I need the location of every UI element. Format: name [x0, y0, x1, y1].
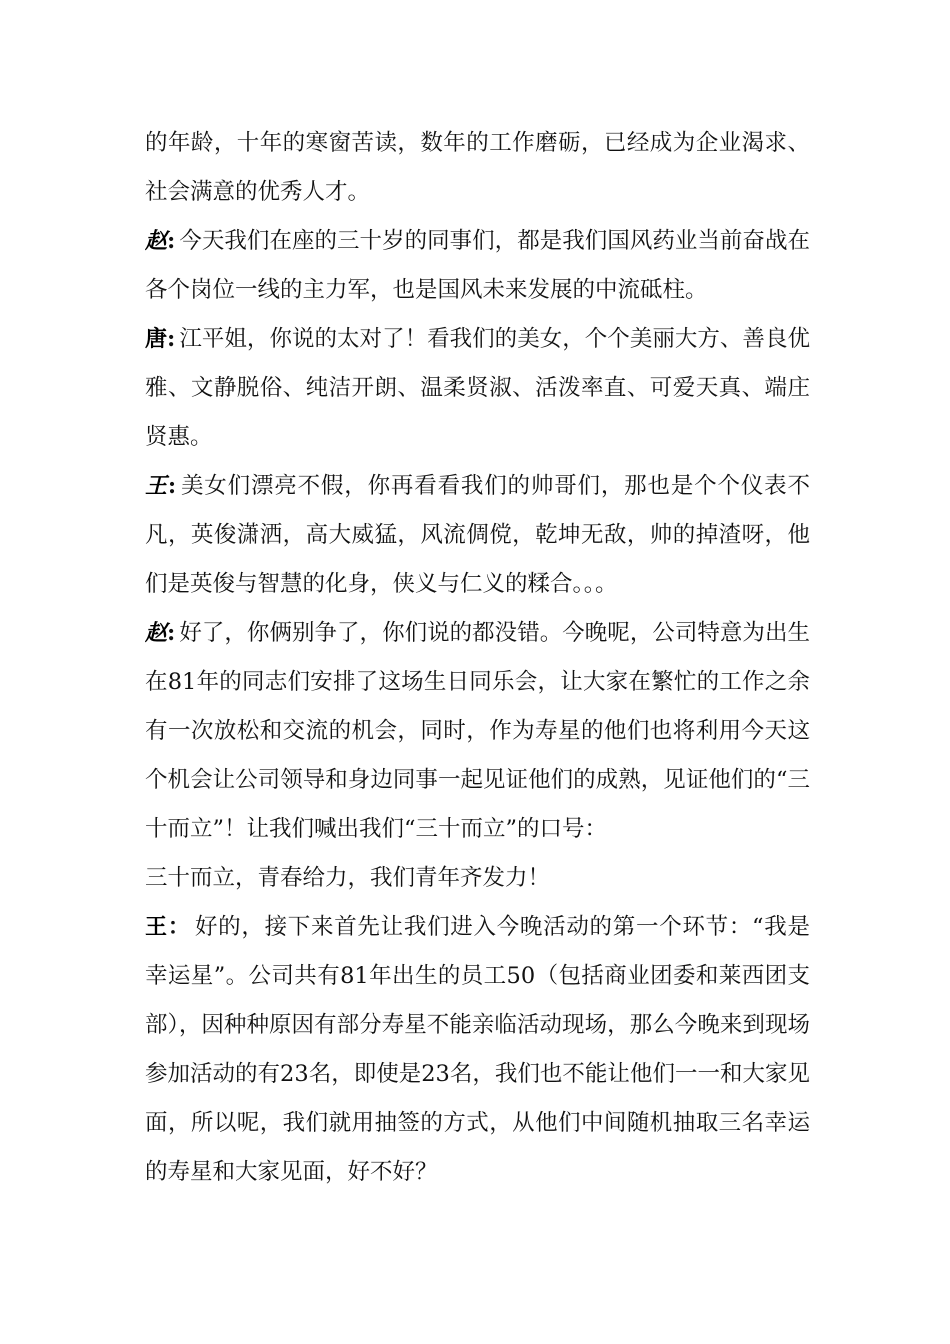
speaker-separator: : — [167, 620, 176, 646]
speaker-separator: ： — [167, 914, 191, 940]
speaker-name: 赵 — [145, 229, 168, 254]
paragraph-continuation — [145, 119, 810, 217]
dialogue-paragraph — [145, 315, 810, 462]
speaker-separator: : — [167, 473, 177, 499]
paragraph-text: 今天我们在座的三十岁的同事们，都是我们国风药业当前奋战在各个岗位一线的主力军，也是国风未来发展的中流砥柱。 — [145, 228, 810, 303]
dialogue-paragraph — [145, 462, 810, 609]
paragraph-text: 江平姐，你说的太对了！看我们的美女，个个美丽大方、善良优雅、文静脱俗、纯洁开朗、温柔贤淑、活泼率直、可爱天真、端庄贤惠。 — [145, 326, 810, 450]
speaker-name: 王 — [145, 915, 168, 940]
paragraph-text: 的年龄，十年的寒窗苦读，数年的工作磨砺，已经成为企业渴求、社会满意的优秀人才。 — [145, 130, 810, 205]
paragraph-text: 好了，你俩别争了，你们说的都没错。今晚呢，公司特意为出生在81年的同志们安排了这场生日同乐会，让大家在繁忙的工作之余有一次放松和交流的机会，同时，作为寿星的他们也将利用今天这个机会让公司领导和身边同事一起见证他们的成熟，见证他们的“三十而立”！让我们喊出我们“三十而立”的口号： — [145, 620, 810, 842]
speaker-separator: : — [167, 228, 176, 254]
dialogue-paragraph — [145, 903, 810, 1197]
paragraph-text: 三十而立，青春给力，我们青年齐发力！ — [145, 865, 551, 891]
speaker-name: 王 — [145, 474, 168, 499]
slogan-paragraph — [145, 854, 810, 903]
speaker-separator: : — [167, 326, 176, 352]
paragraph-text: 好的，接下来首先让我们进入今晚活动的第一个环节：“我是幸运星”。公司共有81年出生的员工50（包括商业团委和莱西团支部），因种种原因有部分寿星不能亲临活动现场，那么今晚来到现场参加活动的有23名，即使是23名，我们也不能让他们一一和大家见面，所以呢，我们就用抽签的方式，从他们中间随机抽取三名幸运的寿星和大家见面，好不好？ — [145, 914, 810, 1185]
document-body — [145, 119, 810, 1197]
speaker-name: 赵 — [145, 621, 168, 646]
dialogue-paragraph — [145, 217, 810, 315]
speaker-name: 唐 — [145, 327, 168, 352]
paragraph-text: 美女们漂亮不假，你再看看我们的帅哥们，那也是个个仪表不凡，英俊潇洒，高大威猛，风流倜傥，乾坤无敌，帅的掉渣呀，他们是英俊与智慧的化身，侠义与仁义的糅合。。。 — [145, 473, 810, 597]
dialogue-paragraph — [145, 609, 810, 854]
